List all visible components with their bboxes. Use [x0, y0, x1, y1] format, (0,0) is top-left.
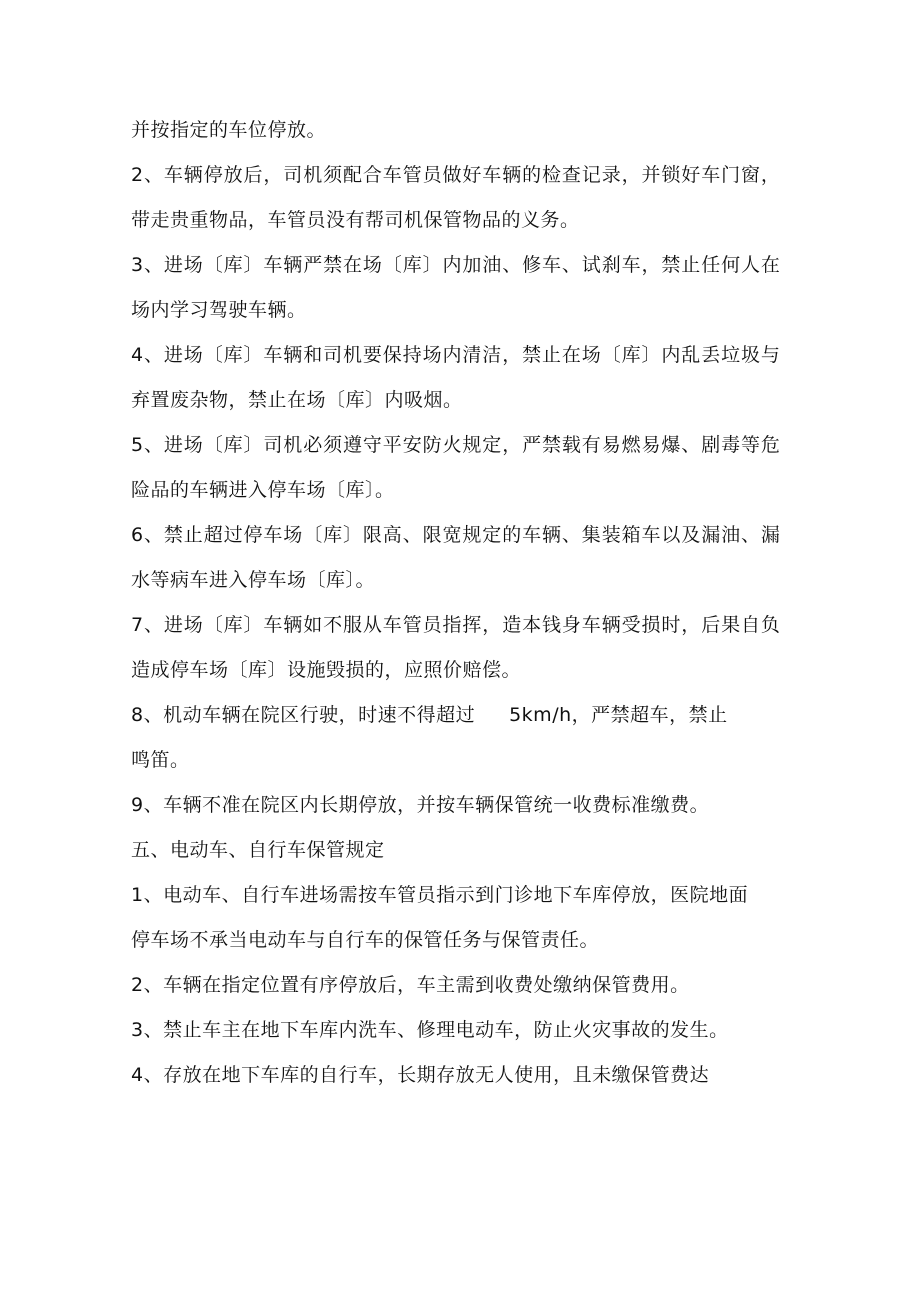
text-line-14-tail: 5km/h，严禁超车，禁止 [509, 704, 728, 726]
text-line-22: 4、存放在地下车库的自行车，长期存放无人使用，且未缴保管费达 [131, 1064, 710, 1086]
text-line-14 [131, 702, 728, 728]
text-line-7: 弃置废杂物，禁止在场〔库〕内吸烟。 [131, 389, 463, 411]
text-line-13: 造成停车场〔库〕设施毁损的，应照价赔偿。 [131, 659, 522, 681]
text-line-6: 4、进场〔库〕车辆和司机要保持场内清洁，禁止在场〔库〕内乱丢垃圾与 [131, 344, 781, 366]
text-line-16: 9、车辆不准在院区内长期停放，并按车辆保管统一收费标准缴费。 [131, 794, 710, 816]
text-line-21: 3、禁止车主在地下车库内洗车、修理电动车，防止火灾事故的发生。 [131, 1019, 729, 1041]
text-line-15: 鸣笛。 [131, 749, 190, 771]
text-line-9: 险品的车辆进入停车场〔库〕。 [131, 479, 395, 501]
section-heading: 五、电动车、自行车保管规定 [131, 839, 385, 861]
text-line-5: 场内学习驾驶车辆。 [131, 299, 307, 321]
text-line-2: 2、车辆停放后，司机须配合车管员做好车辆的检查记录，并锁好车门窗， [131, 164, 781, 186]
text-line-14-head: 8、机动车辆在院区行驶，时速不得超过 [131, 704, 476, 726]
text-line-12: 7、进场〔库〕车辆如不服从车管员指挥，造本钱身车辆受损时，后果自负 [131, 614, 781, 636]
text-line-18: 1、电动车、自行车进场需按车管员指示到门诊地下车库停放，医院地面 [131, 884, 749, 906]
text-line-8: 5、进场〔库〕司机必须遵守平安防火规定，严禁载有易燃易爆、剧毒等危 [131, 434, 781, 456]
text-line-20: 2、车辆在指定位置有序停放后，车主需到收费处缴纳保管费用。 [131, 974, 690, 996]
text-line-3: 带走贵重物品，车管员没有帮司机保管物品的义务。 [131, 209, 580, 231]
text-line-10: 6、禁止超过停车场〔库〕限高、限宽规定的车辆、集装箱车以及漏油、漏 [131, 524, 781, 546]
text-line-11: 水等病车进入停车场〔库〕。 [131, 569, 376, 591]
text-line-19: 停车场不承当电动车与自行车的保管任务与保管责任。 [131, 929, 600, 951]
text-line-4: 3、进场〔库〕车辆严禁在场〔库〕内加油、修车、试刹车，禁止任何人在 [131, 254, 781, 276]
text-line-1: 并按指定的车位停放。 [131, 119, 327, 141]
